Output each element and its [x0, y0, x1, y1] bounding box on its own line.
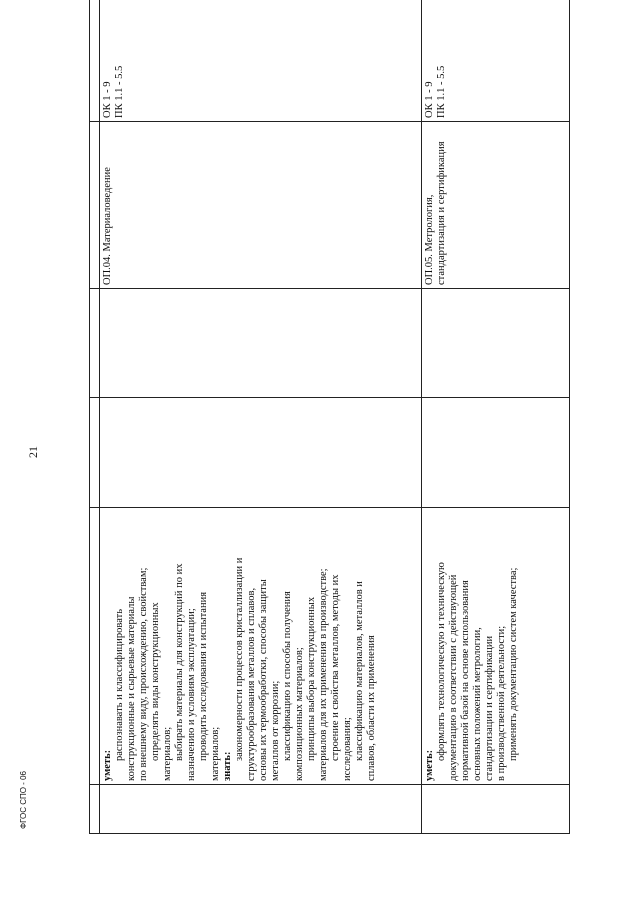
text-line: материалов; — [210, 726, 221, 781]
text-line: материалов; — [162, 726, 173, 781]
content-cell — [422, 508, 570, 785]
competency-ok: ОК 1 - 9 — [424, 81, 435, 118]
text-line: по внешнему виду, происхождению, свойствам; — [138, 567, 149, 781]
competencies-cell — [100, 0, 422, 122]
text-line: проводить исследования и испытания — [198, 591, 209, 761]
header-cell — [90, 289, 100, 398]
section-label: знать: — [222, 751, 233, 781]
text-line: оформлять технологическую и техническую — [436, 562, 447, 761]
requirements-text — [424, 511, 520, 781]
text-line: основных положений метрологии, — [472, 627, 483, 781]
text-line: применять документацию систем качества; — [508, 567, 519, 761]
text-line: распознавать и классифицировать — [114, 608, 125, 761]
text-line: назначению и условиям эксплуатации; — [186, 608, 197, 781]
header-cell — [90, 398, 100, 508]
competency-pk: ПК 1.1 - 5.5 — [436, 65, 447, 118]
text-line: закономерности процессов кристаллизации и — [234, 557, 245, 761]
hours-cell — [100, 289, 422, 398]
text-line: металлов от коррозии; — [270, 680, 281, 781]
curriculum-table — [89, 0, 570, 834]
hours-cell — [422, 289, 570, 398]
footer-standard-code: ФГОС СПО - 06 — [19, 771, 28, 829]
requirements-text — [102, 511, 378, 781]
text-line: классификацию и способы получения — [282, 591, 293, 761]
section-label: уметь: — [424, 749, 435, 781]
index-cell — [422, 785, 570, 834]
text-line: структурообразования металлов и сплавов, — [246, 587, 257, 781]
discipline-cell: ОП.05. Метрология, стандартизация и сертификация — [422, 122, 570, 289]
text-line: строение и свойства металлов, методы их — [330, 574, 341, 761]
text-line: выбирать материалы для конструкций по их — [174, 563, 185, 761]
competency-ok: ОК 1 - 9 — [102, 81, 113, 118]
text-line: основы их термообработки, способы защиты — [258, 579, 269, 781]
text-line: исследования; — [342, 717, 353, 781]
content-cell — [100, 508, 422, 785]
index-cell — [100, 785, 422, 834]
text-line: композиционных материалов; — [294, 647, 305, 781]
text-line: принципы выбора конструкционных — [306, 596, 317, 761]
text-line: конструкционные и сырьевые материалы — [126, 596, 137, 781]
competency-pk: ПК 1.1 - 5.5 — [114, 65, 125, 118]
text-line: документацию в соответствии с действующей — [448, 574, 459, 781]
header-cell — [90, 122, 100, 289]
text-line: определять виды конструкционных — [150, 602, 161, 761]
header-cell — [90, 0, 100, 122]
section-label: уметь: — [102, 749, 113, 781]
hours-cell — [422, 398, 570, 508]
text-line: материалов для их применения в производстве; — [318, 568, 329, 781]
header-cell — [90, 508, 100, 785]
table-row — [422, 0, 570, 834]
competencies-cell — [422, 0, 570, 122]
discipline-cell: ОП.04. Материаловедение — [100, 122, 422, 289]
hours-cell — [100, 398, 422, 508]
rotated-table-wrapper — [89, 29, 569, 834]
table-header-strip — [90, 0, 100, 834]
table-row — [100, 0, 422, 834]
text-line: классификацию материалов, металлов и — [354, 581, 365, 761]
text-line: нормативной базой на основе использования — [460, 580, 471, 781]
text-line: стандартизации и сертификации — [484, 635, 495, 781]
text-line: в производственной деятельности; — [496, 625, 507, 781]
text-line: сплавов, области их применения — [366, 635, 377, 781]
header-cell — [90, 785, 100, 834]
page-number: 21 — [26, 446, 40, 458]
